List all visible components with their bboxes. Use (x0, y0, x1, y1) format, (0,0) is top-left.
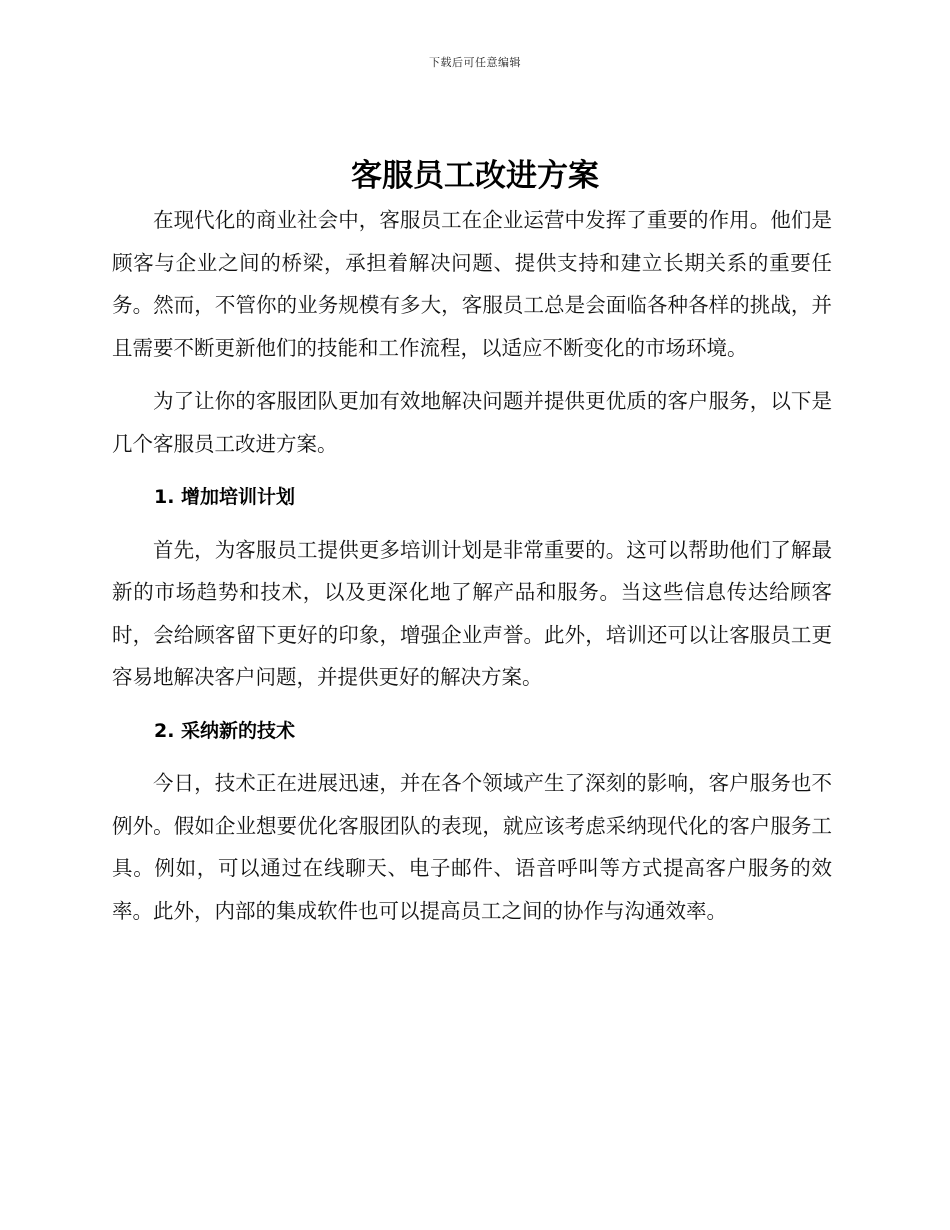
document-body (112, 199, 832, 932)
header-note: 下载后可任意编辑 (429, 56, 521, 69)
section-paragraph-2: 今日，技术正在进展迅速，并在各个领域产生了深刻的影响，客户服务也不例外。假如企业想要优化客服团队的表现，就应该考虑采纳现代化的客户服务工具。例如，可以通过在线聊天、电子邮件、语音呼叫等方式提高客户服务的效率。此外，内部的集成软件也可以提高员工之间的协作与沟通效率。 (112, 771, 832, 923)
section-heading-2: 2. 采纳新的技术 (154, 719, 296, 742)
section-paragraph-1: 首先，为客服员工提供更多培训计划是非常重要的。这可以帮助他们了解最新的市场趋势和技术，以及更深化地了解产品和服务。当这些信息传达给顾客时，会给顾客留下更好的印象，增强企业声誉。此外，培训还可以让客服员工更容易地解决客户问题，并提供更好的解决方案。 (112, 537, 832, 689)
document-title: 客服员工改进方案 (351, 158, 599, 194)
intro-paragraph-2: 为了让你的客服团队更加有效地解决问题并提供更优质的客户服务，以下是几个客服员工改进方案。 (112, 389, 832, 456)
section-heading-1: 1. 增加培训计划 (154, 486, 296, 508)
intro-paragraph-1: 在现代化的商业社会中，客服员工在企业运营中发挥了重要的作用。他们是顾客与企业之间的桥梁，承担着解决问题、提供支持和建立长期关系的重要任务。然而，不管你的业务规模有多大，客服员工总是会面临各种各样的挑战，并且需要不断更新他们的技能和工作流程，以适应不断变化的市场环境。 (112, 208, 832, 360)
